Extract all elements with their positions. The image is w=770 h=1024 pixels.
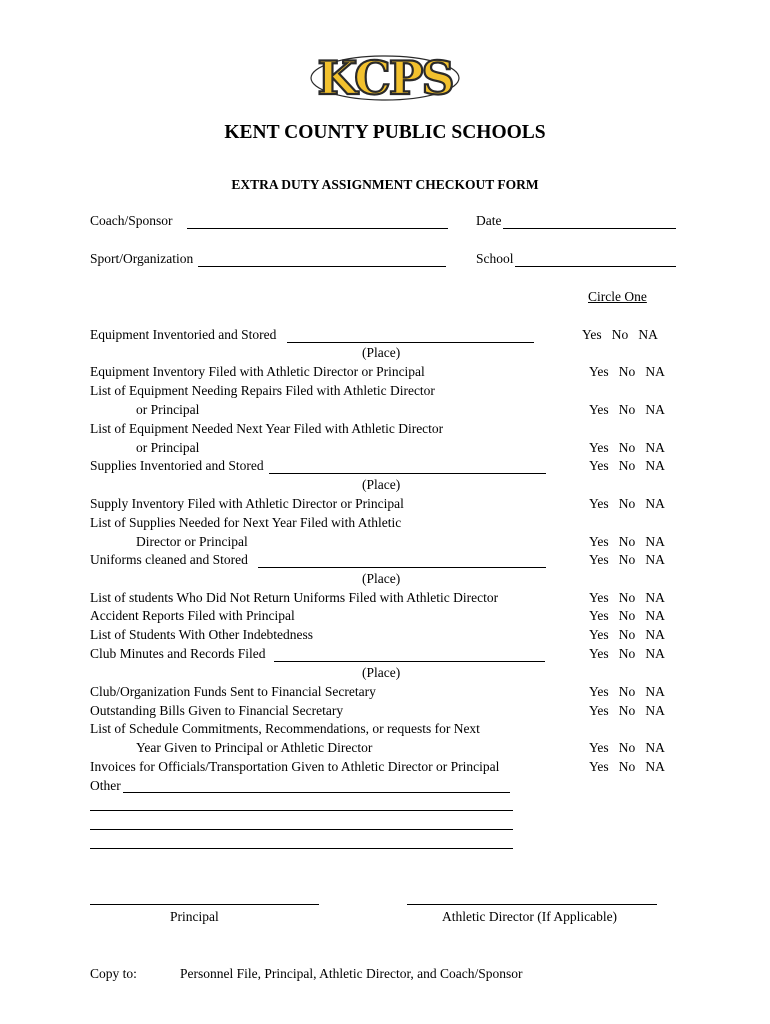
yes-no-na-row (589, 590, 665, 606)
school-field[interactable] (515, 266, 676, 267)
other-field-line[interactable] (123, 792, 510, 793)
yes-no-na-row (589, 684, 665, 700)
other-field-line[interactable] (90, 810, 513, 811)
kcps-logo (305, 48, 465, 104)
yes-no-na-row (589, 703, 665, 719)
item-repairs-line2: or Principal (136, 402, 200, 417)
na-option[interactable]: NA (645, 402, 665, 417)
yes-option[interactable]: Yes (589, 364, 609, 379)
na-option[interactable]: NA (645, 458, 665, 473)
item-indebtedness: List of Students With Other Indebtedness (90, 627, 314, 642)
place-caption: (Place) (362, 477, 401, 492)
item-schedule-line2: Year Given to Principal or Athletic Director (136, 740, 373, 755)
school-label: School (476, 251, 514, 266)
item-supplies-needed-line2: Director or Principal (136, 534, 248, 549)
no-option[interactable]: No (618, 534, 636, 549)
coach-sponsor-field[interactable] (187, 228, 448, 229)
no-option[interactable]: No (618, 590, 636, 605)
coach-sponsor-label: Coach/Sponsor (90, 213, 173, 228)
yes-no-na-row (589, 496, 665, 512)
yes-option[interactable]: Yes (589, 703, 609, 718)
na-option[interactable]: NA (645, 759, 665, 774)
yes-option[interactable]: Yes (589, 759, 609, 774)
na-option[interactable]: NA (645, 703, 665, 718)
yes-option[interactable]: Yes (589, 440, 609, 455)
yes-option[interactable]: Yes (589, 627, 609, 642)
no-option[interactable]: No (618, 364, 636, 379)
supplies-place-field[interactable] (269, 473, 546, 474)
athletic-director-signature-line[interactable] (407, 904, 657, 905)
yes-option[interactable]: Yes (589, 496, 609, 511)
item-club-minutes: Club Minutes and Records Filed (90, 646, 266, 661)
no-option[interactable]: No (618, 759, 636, 774)
form-subtitle: EXTRA DUTY ASSIGNMENT CHECKOUT FORM (231, 177, 539, 192)
na-option[interactable]: NA (645, 534, 665, 549)
na-option[interactable]: NA (645, 364, 665, 379)
yes-no-na-row (589, 646, 665, 662)
yes-option[interactable]: Yes (589, 684, 609, 699)
no-option[interactable]: No (618, 684, 636, 699)
yes-option[interactable]: Yes (589, 608, 609, 623)
na-option[interactable]: NA (645, 440, 665, 455)
item-uniforms-cleaned: Uniforms cleaned and Stored (90, 552, 248, 567)
na-option[interactable]: NA (638, 327, 658, 342)
na-option[interactable]: NA (645, 608, 665, 623)
yes-no-na-row (589, 552, 665, 568)
yes-option[interactable]: Yes (589, 402, 609, 417)
na-option[interactable]: NA (645, 627, 665, 642)
no-option[interactable]: No (618, 458, 636, 473)
copy-to-recipients: Personnel File, Principal, Athletic Director, and Coach/Sponsor (180, 966, 523, 981)
date-label: Date (476, 213, 502, 228)
circle-one-heading: Circle One (588, 289, 647, 304)
no-option[interactable]: No (618, 740, 636, 755)
athletic-director-signature-label: Athletic Director (If Applicable) (442, 909, 618, 924)
place-caption: (Place) (362, 571, 401, 586)
yes-option[interactable]: Yes (582, 327, 602, 342)
uniforms-place-field[interactable] (258, 567, 546, 568)
no-option[interactable]: No (618, 646, 636, 661)
yes-no-na-row (589, 534, 665, 550)
date-field[interactable] (503, 228, 676, 229)
yes-no-na-row (589, 440, 665, 456)
no-option[interactable]: No (618, 552, 636, 567)
sport-organization-field[interactable] (198, 266, 446, 267)
yes-no-na-row (589, 759, 665, 775)
copy-to-label: Copy to: (90, 966, 137, 981)
other-field-line[interactable] (90, 848, 513, 849)
no-option[interactable]: No (618, 703, 636, 718)
yes-no-na-row (589, 364, 665, 380)
item-invoices: Invoices for Officials/Transportation Given to Athletic Director or Principal (90, 759, 500, 774)
principal-signature-label: Principal (170, 909, 219, 924)
item-needed-line2: or Principal (136, 440, 200, 455)
yes-no-na-row (589, 608, 665, 624)
yes-option[interactable]: Yes (589, 458, 609, 473)
no-option[interactable]: No (618, 402, 636, 417)
na-option[interactable]: NA (645, 590, 665, 605)
place-caption: (Place) (362, 665, 401, 680)
item-club-funds: Club/Organization Funds Sent to Financial Secretary (90, 684, 376, 699)
no-option[interactable]: No (618, 496, 636, 511)
no-option[interactable]: No (611, 327, 629, 342)
no-option[interactable]: No (618, 608, 636, 623)
item-supplies-needed-line1: List of Supplies Needed for Next Year Filed with Athletic (90, 515, 402, 530)
yes-option[interactable]: Yes (589, 534, 609, 549)
item-outstanding-bills: Outstanding Bills Given to Financial Secretary (90, 703, 344, 718)
club-minutes-place-field[interactable] (274, 661, 545, 662)
place-caption: (Place) (362, 345, 401, 360)
yes-no-na-row (589, 627, 665, 643)
yes-option[interactable]: Yes (589, 590, 609, 605)
item-supply-inventory-filed: Supply Inventory Filed with Athletic Director or Principal (90, 496, 404, 511)
na-option[interactable]: NA (645, 684, 665, 699)
na-option[interactable]: NA (645, 740, 665, 755)
item-repairs-line1: List of Equipment Needing Repairs Filed with Athletic Director (90, 383, 435, 398)
logo-text: KCPS (317, 51, 453, 104)
yes-option[interactable]: Yes (589, 740, 609, 755)
item-needed-line1: List of Equipment Needed Next Year Filed with Athletic Director (90, 421, 444, 436)
other-label: Other (90, 778, 121, 793)
item-equipment-inventory-filed: Equipment Inventory Filed with Athletic Director or Principal (90, 364, 425, 379)
item-accident-reports: Accident Reports Filed with Principal (90, 608, 295, 623)
no-option[interactable]: No (618, 627, 636, 642)
yes-no-na-row (582, 327, 658, 343)
equipment-place-field[interactable] (287, 342, 534, 343)
other-field-line[interactable] (90, 829, 513, 830)
yes-option[interactable]: Yes (589, 552, 609, 567)
yes-no-na-row (589, 402, 665, 418)
principal-signature-line[interactable] (90, 904, 319, 905)
item-equipment-inventoried: Equipment Inventoried and Stored (90, 327, 277, 342)
yes-no-na-row (589, 458, 665, 474)
page-title: KENT COUNTY PUBLIC SCHOOLS (224, 122, 546, 143)
na-option[interactable]: NA (645, 646, 665, 661)
item-supplies-inventoried: Supplies Inventoried and Stored (90, 458, 264, 473)
yes-option[interactable]: Yes (589, 646, 609, 661)
yes-no-na-row (589, 740, 665, 756)
na-option[interactable]: NA (645, 552, 665, 567)
no-option[interactable]: No (618, 440, 636, 455)
na-option[interactable]: NA (645, 496, 665, 511)
item-students-uniforms: List of students Who Did Not Return Uniforms Filed with Athletic Director (90, 590, 499, 605)
sport-organization-label: Sport/Organization (90, 251, 194, 266)
item-schedule-line1: List of Schedule Commitments, Recommendations, or requests for Next (90, 721, 480, 736)
